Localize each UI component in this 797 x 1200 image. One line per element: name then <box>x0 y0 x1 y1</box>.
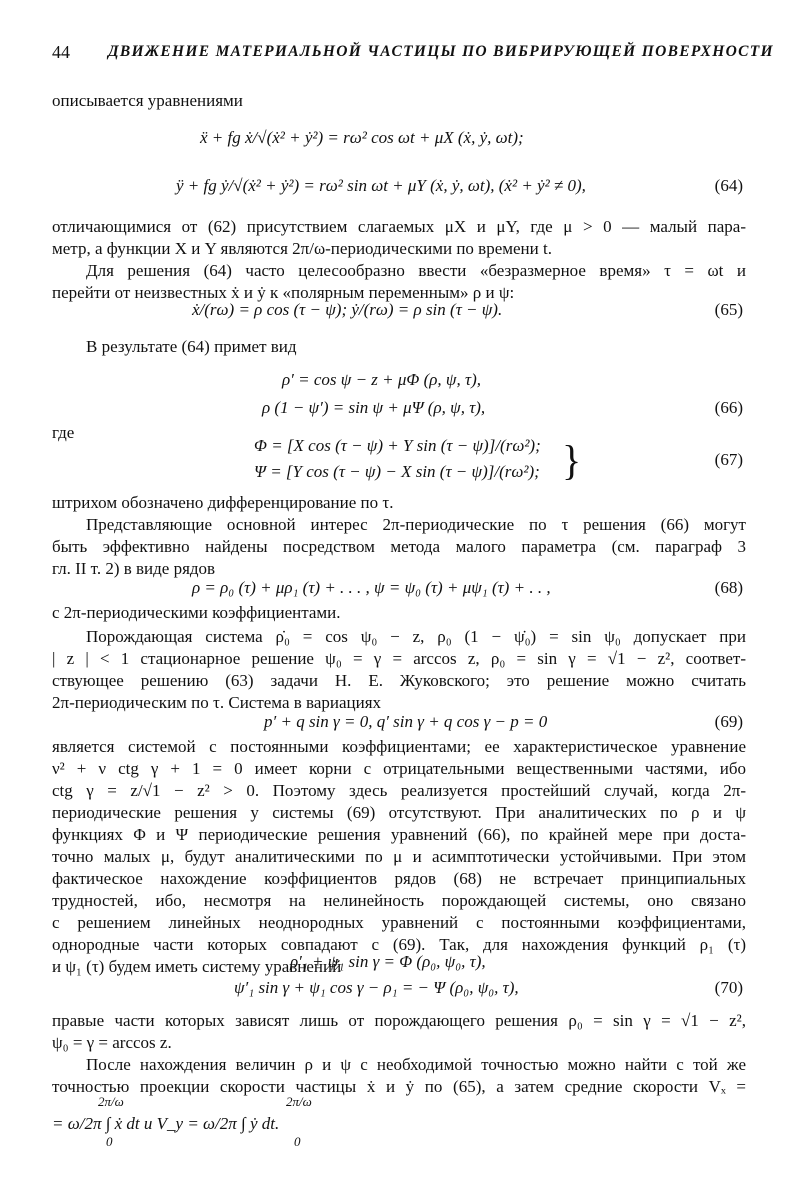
equation-number-66: (66) <box>714 398 743 417</box>
integral-upper-limit: 2π/ω <box>98 1094 124 1109</box>
equation-68: ρ = ρ₀ (τ) + μρ₁ (τ) + . . . , ψ = ψ₀ (τ) + μψ₁ (τ) + . . , <box>192 578 551 597</box>
equation-number-70: (70) <box>714 978 743 997</box>
equation-66a: ρ′ = cos ψ − z + μΦ (ρ, ψ, τ), <box>282 370 481 389</box>
text-line: Для решения (64) часто целесообразно ввести «безразмерное время» τ = ωt и <box>86 261 746 280</box>
right-brace: } <box>562 436 582 485</box>
text-line: описывается уравнениями <box>52 91 243 110</box>
integral-lower-limit: 0 <box>106 1134 113 1149</box>
text-line: где <box>52 423 75 442</box>
equation-65: ẋ/(rω) = ρ cos (τ − ψ); ẏ/(rω) = ρ sin (τ − ψ). <box>192 300 503 319</box>
page-number: 44 <box>52 42 70 62</box>
integral-lower-limit: 0 <box>294 1134 301 1149</box>
text-line: гл. II т. 2) в виде рядов <box>52 559 216 578</box>
text-line: является системой с постоянными коэффициентами; ее характеристическое уравнение <box>52 737 746 756</box>
text-line: штрихом обозначено дифференцирование по τ. <box>52 493 394 512</box>
text-line: функциях Φ и Ψ периодические решения уравнений (66), по крайней мере при доста- <box>52 825 746 844</box>
equation-70a: ρ′₁ + ψ₁ sin γ = Φ (ρ₀, ψ₀, τ), <box>290 952 486 971</box>
equation-67a: Φ = [X cos (τ − ψ) + Y sin (τ − ψ)]/(rω²); <box>254 436 541 455</box>
text-line: ствующее решению (63) задачи Н. Е. Жуковского; это решение можно считать <box>52 671 746 690</box>
text-line: Представляющие основной интерес 2π-периодические по τ решения (66) могут <box>86 515 746 534</box>
text-line: фактическое нахождение коэффициентов рядов (68) не встречает принципиальных <box>52 869 746 888</box>
equation-64a: ẍ + fg ẋ/√(ẋ² + ẏ²) = rω² cos ωt + μX (ẋ, ẏ, ωt); <box>200 128 524 147</box>
text-line: ψ₀ = γ = arccos z. <box>52 1033 172 1052</box>
integral-upper-limit: 2π/ω <box>286 1094 312 1109</box>
text-line: перейти от неизвестных ẋ и ẏ к «полярным переменным» ρ и ψ: <box>52 283 515 302</box>
text-line: с решением линейных неоднородных уравнений с постоянными коэффициентами, <box>52 913 746 932</box>
text-line: точно малых μ, будут аналитическими по μ и асимптотически устойчивыми. При этом <box>52 847 746 866</box>
text-line: | z | < 1 стационарное решение ψ₀ = γ = arccos z, ρ₀ = sin γ = √1 − z², соответ- <box>52 649 746 668</box>
text-line: трудностей, ибо, несмотря на нелинейность порождающей системы, оно связано <box>52 891 746 910</box>
text-line: с 2π-периодическими коэффициентами. <box>52 603 341 622</box>
text-line: После нахождения величин ρ и ψ с необходимой точностью можно найти с той же <box>86 1055 746 1074</box>
equation-mean-velocities: = ω/2π ∫ ẋ dt и V_y = ω/2π ∫ ẏ dt. <box>52 1114 280 1133</box>
equation-number-67: (67) <box>714 450 743 469</box>
running-title: ДВИЖЕНИЕ МАТЕРИАЛЬНОЙ ЧАСТИЦЫ ПО ВИБРИРУЮЩЕЙ ПОВЕРХНОСТИ <box>108 43 774 60</box>
text-line: точностью проекции скорости частицы ẋ и ẏ по (65), а затем средние скорости Vₓ = <box>52 1077 746 1096</box>
text-line: однородные части которых совпадают с (69). Так, для нахождения функций ρ₁ (τ) <box>52 935 746 954</box>
text-line: ν² + ν ctg γ + 1 = 0 имеет корни с отрицательными вещественными частями, ибо <box>52 759 746 778</box>
text-line: правые части которых зависят лишь от порождающего решения ρ₀ = sin γ = √1 − z², <box>52 1011 746 1030</box>
text-line: 2π-периодическим по τ. Система в вариациях <box>52 693 382 712</box>
text-line: периодические решения у системы (69) отсутствуют. При аналитических по ρ и ψ <box>52 803 746 822</box>
equation-70b: ψ′₁ sin γ + ψ₁ cos γ − ρ₁ = − Ψ (ρ₀, ψ₀, τ), <box>234 978 519 997</box>
equation-69: p′ + q sin γ = 0, q′ sin γ + q cos γ − p = 0 <box>264 712 548 731</box>
running-header <box>52 42 774 66</box>
text-line: Порождающая система ρ̇₀ = cos ψ₀ − z, ρ₀ (1 − ψ̇₀) = sin ψ₀ допускает при <box>86 627 746 646</box>
equation-number-68: (68) <box>714 578 743 597</box>
equation-number-65: (65) <box>714 300 743 319</box>
text-line: В результате (64) примет вид <box>86 337 297 356</box>
equation-number-69: (69) <box>714 712 743 731</box>
equation-64b: ÿ + fg ẏ/√(ẋ² + ẏ²) = rω² sin ωt + μY (ẋ, ẏ, ωt), (ẋ² + ẏ² ≠ 0), <box>176 176 586 195</box>
text-line: метр, а функции X и Y являются 2π/ω-периодическими по времени t. <box>52 239 552 258</box>
equation-66b: ρ (1 − ψ′) = sin ψ + μΨ (ρ, ψ, τ), <box>262 398 486 417</box>
equation-67b: Ψ = [Y cos (τ − ψ) − X sin (τ − ψ)]/(rω²); <box>254 462 540 481</box>
equation-number-64: (64) <box>714 176 743 195</box>
text-line: отличающимися от (62) присутствием слагаемых μX и μY, где μ > 0 — малый пара- <box>52 217 746 236</box>
text-line: быть эффективно найдены посредством метода малого параметра (см. параграф 3 <box>52 537 746 556</box>
text-line: ctg γ = z/√1 − z² > 0. Поэтому здесь реализуется простейший случай, когда 2π- <box>52 781 746 800</box>
text-line: и ψ₁ (τ) будем иметь систему уравнений <box>52 957 342 976</box>
